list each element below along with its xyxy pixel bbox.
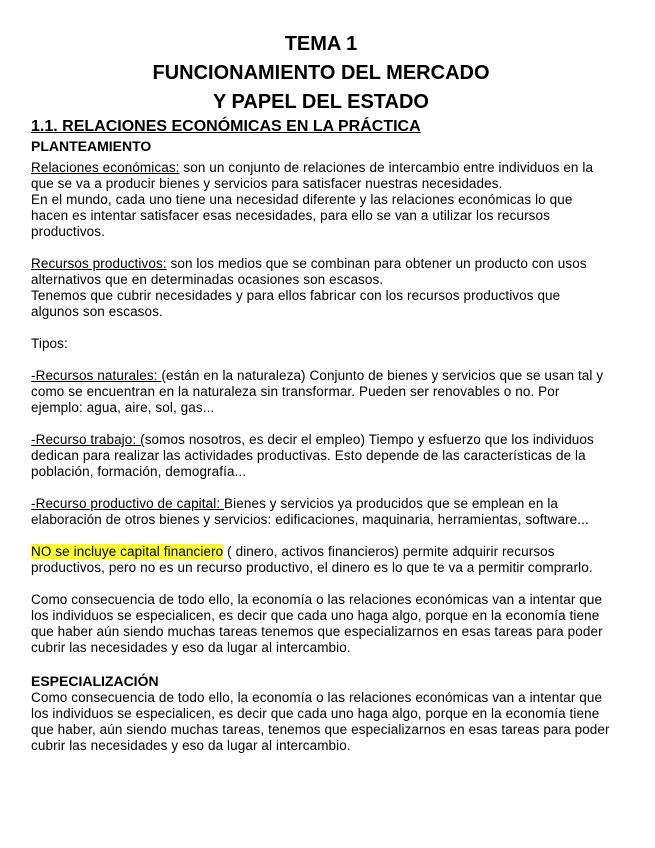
recurso-capital-term: -Recurso productivo de capital: bbox=[31, 496, 225, 511]
especializacion-paragraph: Como consecuencia de todo ello, la economía o las relaciones económicas van a intentar que los individuos se especialicen, es decir que cada uno haga algo, porque en la economía tiene que haber, aún siendo muchas tareas, tenemos que especializarnos en esas tareas para poder cubrir las necesidades y eso da lugar al intercambio. bbox=[31, 690, 610, 753]
recurso-trabajo-term: -Recurso trabajo: ( bbox=[31, 432, 145, 447]
relaciones-definition: son un conjunto de relaciones de intercambio entre individuos en la que se va a producir bienes y servicios para satisfacer nuestras necesidades. bbox=[31, 160, 594, 191]
relaciones-continuation: En el mundo, cada uno tiene una necesidad diferente y las relaciones económicas lo que hacen es intentar satisfacer esas necesidades, para ello se van a utilizar los recursos productivos. bbox=[31, 192, 573, 239]
recursos-naturales-definition: (están en la naturaleza) Conjunto de bienes y servicios que se usan tal y como se encuentran en la naturaleza sin transformar. Pueden ser renovables o no. Por ejemplo: agua, aire, sol, gas... bbox=[31, 368, 604, 415]
recurso-trabajo-paragraph bbox=[31, 432, 611, 480]
capital-financiero-highlight: NO se incluye capital financiero bbox=[31, 544, 224, 559]
recursos-paragraph bbox=[31, 256, 611, 288]
tipos-label: Tipos: bbox=[31, 336, 68, 351]
document-title: TEMA 1 bbox=[284, 33, 358, 55]
consecuencia-paragraph: Como consecuencia de todo ello, la economía o las relaciones económicas van a intentar que los individuos se especialicen, es decir que cada uno haga algo, porque en la economía tiene que haber aún siendo muchas tareas tenemos que especializarnos en esas tareas para poder cubrir las necesidades y eso da lugar al intercambio. bbox=[31, 592, 603, 655]
especializacion-heading: ESPECIALIZACIÓN bbox=[31, 673, 159, 689]
relaciones-term: Relaciones económicas: bbox=[31, 160, 180, 175]
planteamiento-heading: PLANTEAMIENTO bbox=[31, 138, 152, 154]
recurso-capital-paragraph bbox=[31, 496, 611, 528]
document-subtitle-line-2: Y PAPEL DEL ESTADO bbox=[213, 91, 429, 113]
recursos-term: Recursos productivos: bbox=[31, 256, 167, 271]
capital-financiero-paragraph bbox=[31, 544, 611, 576]
relaciones-paragraph bbox=[31, 160, 611, 192]
recurso-trabajo-definition: somos nosotros, es decir el empleo) Tiempo y esfuerzo que los individuos dedican para realizar las actividades productivas. Esto depende de las características de la población, formación, demografía... bbox=[31, 432, 594, 479]
recursos-naturales-term: -Recursos naturales: bbox=[31, 368, 162, 383]
capital-financiero-text: ( dinero, activos financieros) permite adquirir recursos productivos, pero no es un recurso productivo, el dinero es lo que te va a permitir comprarlo. bbox=[31, 544, 593, 575]
recursos-continuation: Tenemos que cubrir necesidades y para ellos fabricar con los recursos productivos que algunos son escasos. bbox=[31, 288, 561, 319]
recurso-capital-definition: Bienes y servicios ya producidos que se emplean en la elaboración de otros bienes y servicios: edificaciones, maquinaria, herramientas, software... bbox=[31, 496, 589, 527]
section-heading: 1.1. RELACIONES ECONÓMICAS EN LA PRÁCTICA bbox=[31, 118, 421, 135]
document-subtitle-line-1: FUNCIONAMIENTO DEL MERCADO bbox=[152, 62, 490, 84]
document-page bbox=[31, 30, 611, 754]
recursos-naturales-paragraph bbox=[31, 368, 611, 416]
recursos-definition: son los medios que se combinan para obtener un producto con usos alternativos que en determinadas ocasiones son escasos. bbox=[31, 256, 587, 287]
